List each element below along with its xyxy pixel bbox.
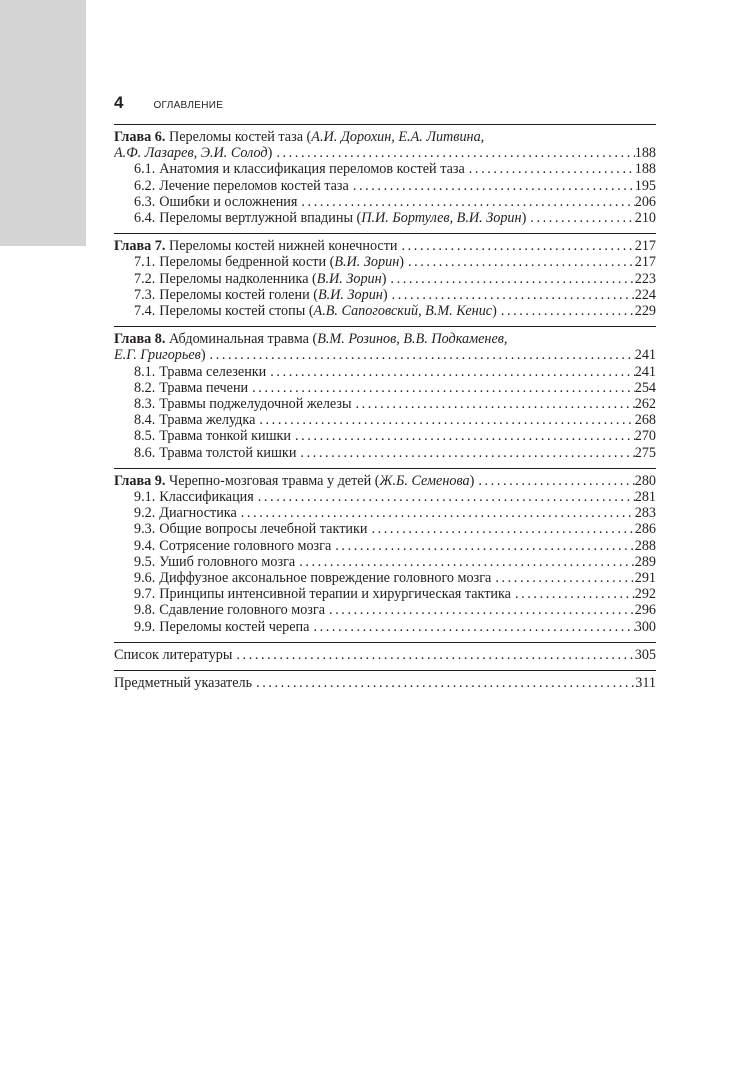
- toc-section[interactable]: [114, 570, 656, 586]
- section-title: Травма толстой кишки: [159, 444, 297, 461]
- toc-section[interactable]: [114, 161, 656, 177]
- page-ref: 188: [634, 145, 656, 162]
- dot-leader: [296, 445, 634, 461]
- page-ref: 254: [634, 379, 656, 396]
- toc-section[interactable]: [114, 445, 656, 461]
- page-ref: 289: [634, 553, 656, 570]
- section-number: 9.6.: [134, 570, 156, 587]
- dot-leader: [254, 489, 635, 505]
- page-ref: 268: [634, 412, 656, 429]
- section-title: Травма тонкой кишки: [159, 428, 291, 445]
- chapter-authors: Ж.Б. Семенова: [379, 472, 470, 489]
- chapter-heading: Глава 9. Черепно-мозговая травма у детей (Ж.Б. Семенова) ..... 280: [114, 473, 656, 489]
- dot-leader: [255, 412, 634, 428]
- dot-leader: [232, 647, 634, 663]
- section-title: Переломы надколенника: [159, 270, 309, 287]
- dot-leader: [325, 602, 635, 618]
- dot-leader: [474, 473, 634, 489]
- section-number: 7.3.: [134, 286, 156, 303]
- chapter-authors: А.Ф. Лазарев, Э.И. Солод: [114, 145, 268, 162]
- section-number: 9.1.: [134, 489, 156, 506]
- page-ref: 270: [634, 428, 656, 445]
- page-ref: 275: [634, 444, 656, 461]
- section-number: 9.8.: [134, 602, 156, 619]
- toc-section[interactable]: [114, 178, 656, 194]
- dot-leader: [465, 161, 635, 177]
- dot-leader: [349, 178, 635, 194]
- section-number: 7.1.: [134, 254, 156, 271]
- dot-leader: [206, 347, 635, 363]
- page-ref: 281: [634, 489, 656, 506]
- toc-section[interactable]: [114, 505, 656, 521]
- section-number: 9.3.: [134, 521, 156, 538]
- toc-section[interactable]: [114, 538, 656, 554]
- section-number: 9.2.: [134, 505, 156, 522]
- page-ref: 280: [634, 472, 656, 489]
- page-ref: 223: [634, 270, 656, 287]
- toc-section[interactable]: [114, 619, 656, 635]
- section-authors: В.И. Зорин: [334, 254, 400, 271]
- page-ref: 210: [634, 210, 656, 227]
- section-number: 9.4.: [134, 537, 156, 554]
- page-ref: 305: [634, 646, 656, 663]
- dot-leader: [297, 194, 634, 210]
- dot-leader: [248, 380, 635, 396]
- page-ref: 241: [634, 347, 656, 364]
- dot-leader: [497, 303, 635, 319]
- section-number: 6.3.: [134, 193, 156, 210]
- toc-section[interactable]: 7.3. Переломы костей голени (В.И. Зорин) ..... 224: [114, 287, 656, 303]
- section-title: Переломы костей голени: [159, 286, 310, 303]
- section-number: 9.7.: [134, 586, 156, 603]
- chapter-label: Глава 9.: [114, 472, 166, 489]
- running-head: ОГЛАВЛЕНИЕ: [153, 100, 224, 111]
- section-title: Ошибки и осложнения: [159, 193, 298, 210]
- chapter-title: Переломы костей нижней конечности: [168, 238, 398, 255]
- section-number: 6.4.: [134, 210, 156, 227]
- section-number: 8.3.: [134, 396, 156, 413]
- entry-title: Список литературы: [114, 646, 233, 663]
- chapter-7[interactable]: [114, 233, 656, 319]
- page-ref: 224: [634, 286, 656, 303]
- page-ref: 291: [634, 570, 656, 587]
- chapter-heading: Глава 6. Переломы костей таза (А.И. Дорохин, Е.А. Литвина,: [114, 129, 485, 145]
- dot-leader: [266, 364, 634, 380]
- section-number: 9.5.: [134, 553, 156, 570]
- section-title: Диагностика: [159, 505, 237, 522]
- toc-section[interactable]: [114, 586, 656, 602]
- page-ref: 300: [634, 618, 656, 635]
- toc-section[interactable]: [114, 428, 656, 444]
- chapter-label: Глава 8.: [114, 331, 166, 348]
- toc-section[interactable]: [114, 194, 656, 210]
- toc-section[interactable]: [114, 364, 656, 380]
- section-title: Сдавление головного мозга: [159, 602, 326, 619]
- section-number: 8.5.: [134, 428, 156, 445]
- page-ref: 286: [634, 521, 656, 538]
- toc-section[interactable]: 7.4. Переломы костей стопы (А.В. Сапоговский, В.М. Кенис) ..... 229: [114, 303, 656, 319]
- dot-leader: [511, 586, 635, 602]
- section-title: Ушиб головного мозга: [159, 553, 296, 570]
- dot-leader: [388, 287, 635, 303]
- entry-title: Предметный указатель: [114, 675, 253, 692]
- page-ref: 217: [634, 238, 656, 255]
- dot-leader: [309, 619, 634, 635]
- toc-section[interactable]: [114, 396, 656, 412]
- toc-section[interactable]: [114, 380, 656, 396]
- section-title: Переломы костей черепа: [159, 618, 310, 635]
- section-number: 8.4.: [134, 412, 156, 429]
- dot-leader: [526, 210, 634, 226]
- section-title: Диффузное аксональное повреждение головного мозга: [159, 570, 492, 587]
- toc-section[interactable]: [114, 602, 656, 618]
- section-title: Лечение переломов костей таза: [159, 177, 349, 194]
- toc-section[interactable]: [114, 412, 656, 428]
- page-ref: 283: [634, 505, 656, 522]
- margin-tab: [0, 0, 86, 246]
- dot-leader: [237, 505, 635, 521]
- page-ref: 229: [634, 303, 656, 320]
- page-ref: 296: [634, 602, 656, 619]
- page-ref: 288: [634, 537, 656, 554]
- dot-leader: [291, 428, 635, 444]
- chapter-heading: [114, 238, 656, 254]
- chapter-9[interactable]: [114, 468, 656, 635]
- dot-leader: [386, 271, 634, 287]
- toc-entry: Е.Г. Григорьев) ..... 241: [114, 347, 656, 363]
- dot-leader: [404, 254, 635, 270]
- dot-leader: [367, 521, 634, 537]
- page-header: [114, 93, 223, 113]
- toc-section[interactable]: [114, 521, 656, 537]
- toc-section[interactable]: [114, 489, 656, 505]
- page-ref: 206: [634, 193, 656, 210]
- backmatter-index[interactable]: [114, 670, 656, 691]
- dot-leader: [331, 538, 634, 554]
- section-title: Переломы костей стопы: [159, 303, 306, 320]
- section-authors: П.И. Бортулев, В.И. Зорин: [361, 210, 522, 227]
- chapter-title: Абдоминальная травма: [168, 331, 309, 348]
- section-title: Анатомия и классификация переломов костей таза: [159, 161, 465, 178]
- section-number: 7.2.: [134, 270, 156, 287]
- dot-leader: [252, 675, 635, 691]
- section-number: 8.6.: [134, 444, 156, 461]
- toc-section[interactable]: 6.4. Переломы вертлужной впадины (П.И. Бортулев, В.И. Зорин) ..... 210: [114, 210, 656, 226]
- chapter-8[interactable]: [114, 326, 656, 461]
- section-number: 7.4.: [134, 303, 156, 320]
- section-title: Травмы поджелудочной железы: [159, 396, 352, 413]
- toc-entry: [114, 647, 656, 663]
- page-ref: 217: [634, 254, 656, 271]
- dot-leader: [491, 570, 634, 586]
- backmatter-references[interactable]: [114, 642, 656, 663]
- page-ref: 311: [635, 675, 656, 692]
- chapter-authors: В.М. Розинов, В.В. Подкаменев,: [317, 331, 508, 348]
- chapter-6[interactable]: [114, 124, 656, 226]
- table-of-contents: [114, 124, 656, 691]
- chapter-label: Глава 7.: [114, 238, 166, 255]
- chapter-label: Глава 6.: [114, 129, 166, 145]
- section-title: Травма селезенки: [159, 363, 267, 380]
- section-number: 8.1.: [134, 363, 156, 380]
- page-number: 4: [114, 93, 124, 112]
- dot-leader: [295, 554, 635, 570]
- section-title: Переломы вертлужной впадины: [159, 210, 353, 227]
- section-title: Травма желудка: [159, 412, 256, 429]
- page-ref: 262: [634, 396, 656, 413]
- section-number: 8.2.: [134, 379, 156, 396]
- toc-section[interactable]: 7.1. Переломы бедренной кости (В.И. Зорин) ..... 217: [114, 254, 656, 270]
- section-title: Принципы интенсивной терапии и хирургическая тактика: [159, 586, 511, 603]
- section-authors: А.В. Сапоговский, В.М. Кенис: [313, 303, 493, 320]
- page-ref: 188: [634, 161, 656, 178]
- dot-leader: [398, 238, 635, 254]
- toc-entry: А.Ф. Лазарев, Э.И. Солод) ..... 188: [114, 145, 656, 161]
- section-number: 6.2.: [134, 177, 156, 194]
- chapter-heading: Глава 8. Абдоминальная травма (В.М. Розинов, В.В. Подкаменев,: [114, 331, 508, 348]
- chapter-authors: А.И. Дорохин, Е.А. Литвина,: [311, 129, 485, 145]
- section-title: Сотрясение головного мозга: [159, 537, 332, 554]
- section-title: Переломы бедренной кости: [159, 254, 327, 271]
- chapter-title: Переломы костей таза: [168, 129, 303, 145]
- section-number: 9.9.: [134, 618, 156, 635]
- dot-leader: [272, 145, 634, 161]
- section-authors: В.И. Зорин: [317, 286, 383, 303]
- section-authors: В.И. Зорин: [316, 270, 382, 287]
- section-title: Общие вопросы лечебной тактики: [159, 521, 368, 538]
- chapter-title: Черепно-мозговая травма у детей: [168, 472, 372, 489]
- section-title: Классификация: [159, 489, 254, 506]
- section-title: Травма печени: [159, 379, 249, 396]
- toc-entry: [114, 675, 656, 691]
- toc-section[interactable]: 7.2. Переломы надколенника (В.И. Зорин) ..... 223: [114, 271, 656, 287]
- section-number: 6.1.: [134, 161, 156, 178]
- toc-section[interactable]: [114, 554, 656, 570]
- chapter-authors: Е.Г. Григорьев: [114, 347, 201, 364]
- dot-leader: [352, 396, 635, 412]
- page-ref: 241: [634, 363, 656, 380]
- page-ref: 195: [634, 177, 656, 194]
- page-ref: 292: [634, 586, 656, 603]
